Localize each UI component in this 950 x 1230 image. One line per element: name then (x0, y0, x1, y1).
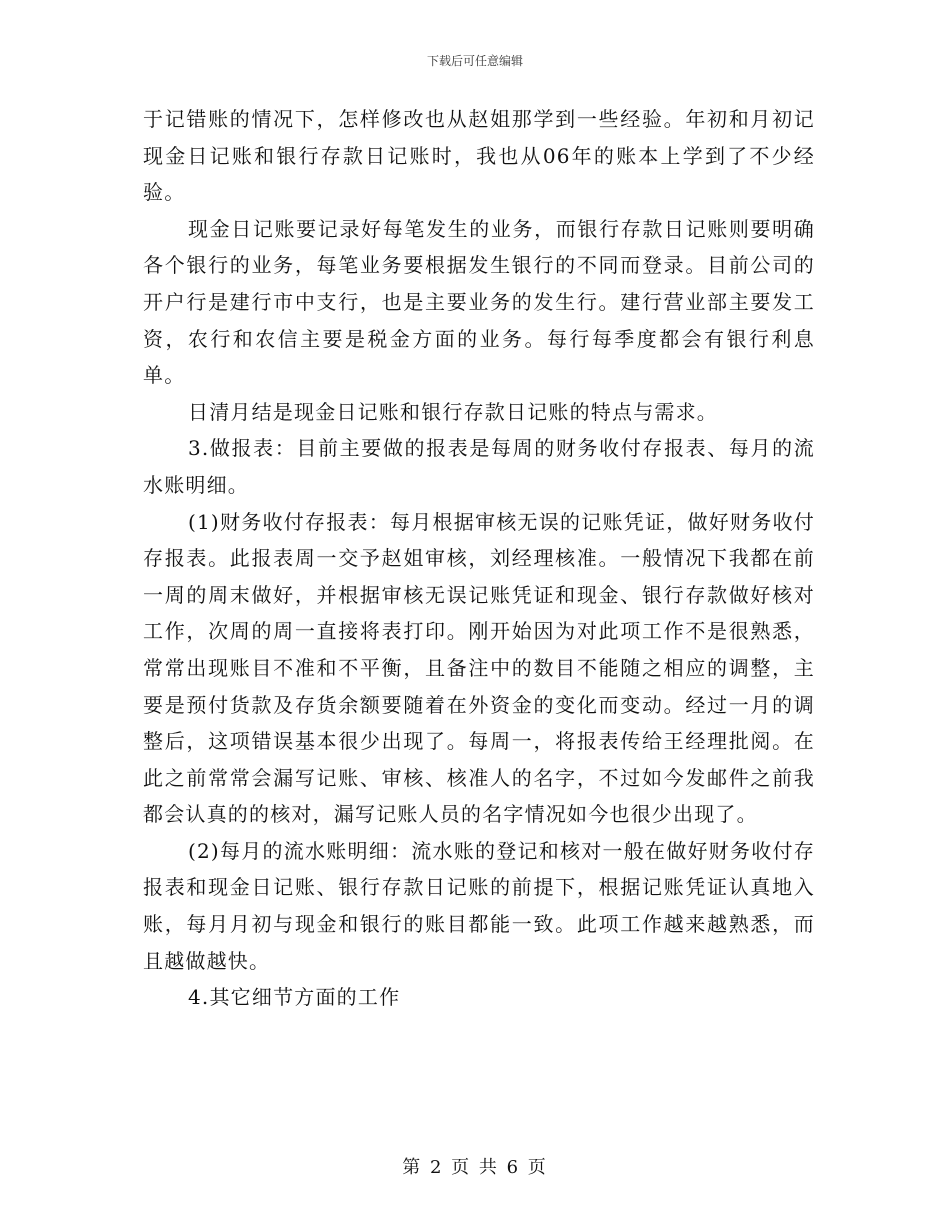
paragraph-ledger-detail: (2)每月的流水账明细：流水账的登记和核对一般在做好财务收付存报表和现金日记账、银行存款日记账的前提下，根据记账凭证认真地入账，每月月初与现金和银行的账目都能一致。此项工作越来越熟悉，而且越做越快。 (143, 838, 815, 973)
paragraph-other-work: 4.其它细节方面的工作 (188, 985, 401, 1010)
paragraph-finance-report: (1)财务收付存报表：每月根据审核无误的记账凭证，做好财务收付存报表。此报表周一交予赵姐审核，刘经理核准。一般情况下我都在前一周的周末做好，并根据审核无误记账凭证和现金、银行存款做好核对工作，次周的周一直接将表打印。刚开始因为对此项工作不是很熟悉，常常出现账目不准和不平衡，且备注中的数目不能随之相应的调整，主要是预付货款及存货余额要随着在外资金的变化而变动。经过一月的调整后，这项错误基本很少出现了。每周一，将报表传给王经理批阅。在此之前常常会漏写记账、审核、核准人的名字，不过如今发邮件之前我都会认真的的核对，漏写记账人员的名字情况如今也很少出现了。 (143, 509, 815, 827)
paragraph-daily-monthly: 日清月结是现金日记账和银行存款日记账的特点与需求。 (188, 399, 718, 424)
paragraph-continuation: 于记错账的情况下，怎样修改也从赵姐那学到一些经验。年初和月初记现金日记账和银行存款日记账时，我也从06年的账本上学到了不少经验。 (143, 107, 815, 205)
page-header: 下载后可任意编辑 (426, 54, 523, 68)
paragraph-cash-journal: 现金日记账要记录好每笔发生的业务，而银行存款日记账则要明确各个银行的业务，每笔业务要根据发生银行的不同而登录。目前公司的开户行是建行市中支行，也是主要业务的发生行。建行营业部主要发工资，农行和农信主要是税金方面的业务。每行每季度都会有银行利息单。 (143, 216, 815, 388)
document-body (143, 101, 815, 1016)
page-footer: 第 2 页 共 6 页 (402, 1157, 548, 1178)
paragraph-reports-heading: 3.做报表：目前主要做的报表是每周的财务收付存报表、每月的流水账明细。 (143, 436, 815, 497)
